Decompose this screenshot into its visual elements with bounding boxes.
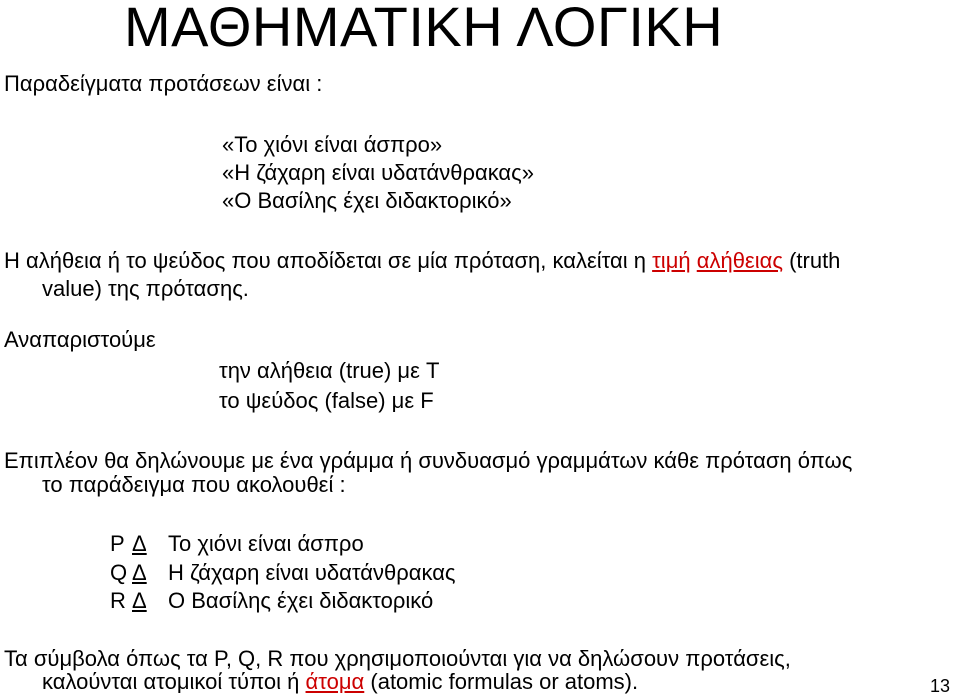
symbol-p: P — [110, 531, 125, 556]
symbol-q: Q — [110, 560, 128, 585]
definition-p — [110, 530, 364, 558]
truth-value-line-2: value) της πρότασης. — [42, 276, 249, 301]
page-number: 13 — [929, 676, 950, 696]
represent-false: το ψεύδος (false) με F — [219, 388, 434, 413]
link-truth[interactable]: αλήθειας — [696, 248, 783, 273]
truth-text: Η αλήθεια ή το ψεύδος που αποδίδεται σε μία πρόταση, καλείται η — [4, 248, 653, 273]
link-atoms[interactable]: άτομα — [305, 669, 365, 694]
delta-symbol: Δ — [132, 531, 147, 556]
definition-text: Το χιόνι είναι άσπρο — [168, 531, 364, 556]
intro-text: Παραδείγματα προτάσεων είναι : — [4, 71, 323, 96]
symbols-line-2 — [42, 668, 638, 696]
symbols-text: καλούνται ατομικοί τύποι ή — [42, 669, 306, 694]
definition-q — [110, 559, 456, 587]
definition-text: Ο Βασίλης έχει διδακτορικό — [168, 588, 434, 613]
page-title: ΜΑΘΗΜΑΤΙΚΗ ΛΟΓΙΚΗ — [124, 0, 724, 58]
symbols-text-end: (atomic formulas or atoms). — [364, 669, 639, 694]
example-3: «Ο Βασίλης έχει διδακτορικό» — [222, 188, 512, 213]
furthermore-line-1: Επιπλέον θα δηλώνουμε με ένα γράμμα ή συνδυασμό γραμμάτων κάθε πρόταση όπως — [4, 448, 853, 473]
example-2: «Η ζάχαρη είναι υδατάνθρακας» — [222, 160, 534, 185]
symbols-line-1: Τα σύμβολα όπως τα P, Q, R που χρησιμοποιούνται για να δηλώσουν προτάσεις, — [4, 646, 791, 671]
represent-label: Αναπαριστούμε — [4, 327, 156, 352]
furthermore-line-2: το παράδειγμα που ακολουθεί : — [42, 472, 346, 497]
symbol-r: R — [110, 588, 126, 613]
delta-symbol: Δ — [132, 588, 147, 613]
represent-true: την αλήθεια (true) με T — [219, 358, 440, 383]
truth-value-line-1 — [4, 247, 840, 275]
delta-symbol: Δ — [132, 560, 147, 585]
link-value[interactable]: τιμή — [652, 248, 691, 273]
truth-text-end: (truth — [782, 248, 841, 273]
definition-text: Η ζάχαρη είναι υδατάνθρακας — [168, 560, 456, 585]
definition-r — [110, 587, 433, 615]
example-1: «Το χιόνι είναι άσπρο» — [222, 132, 443, 157]
